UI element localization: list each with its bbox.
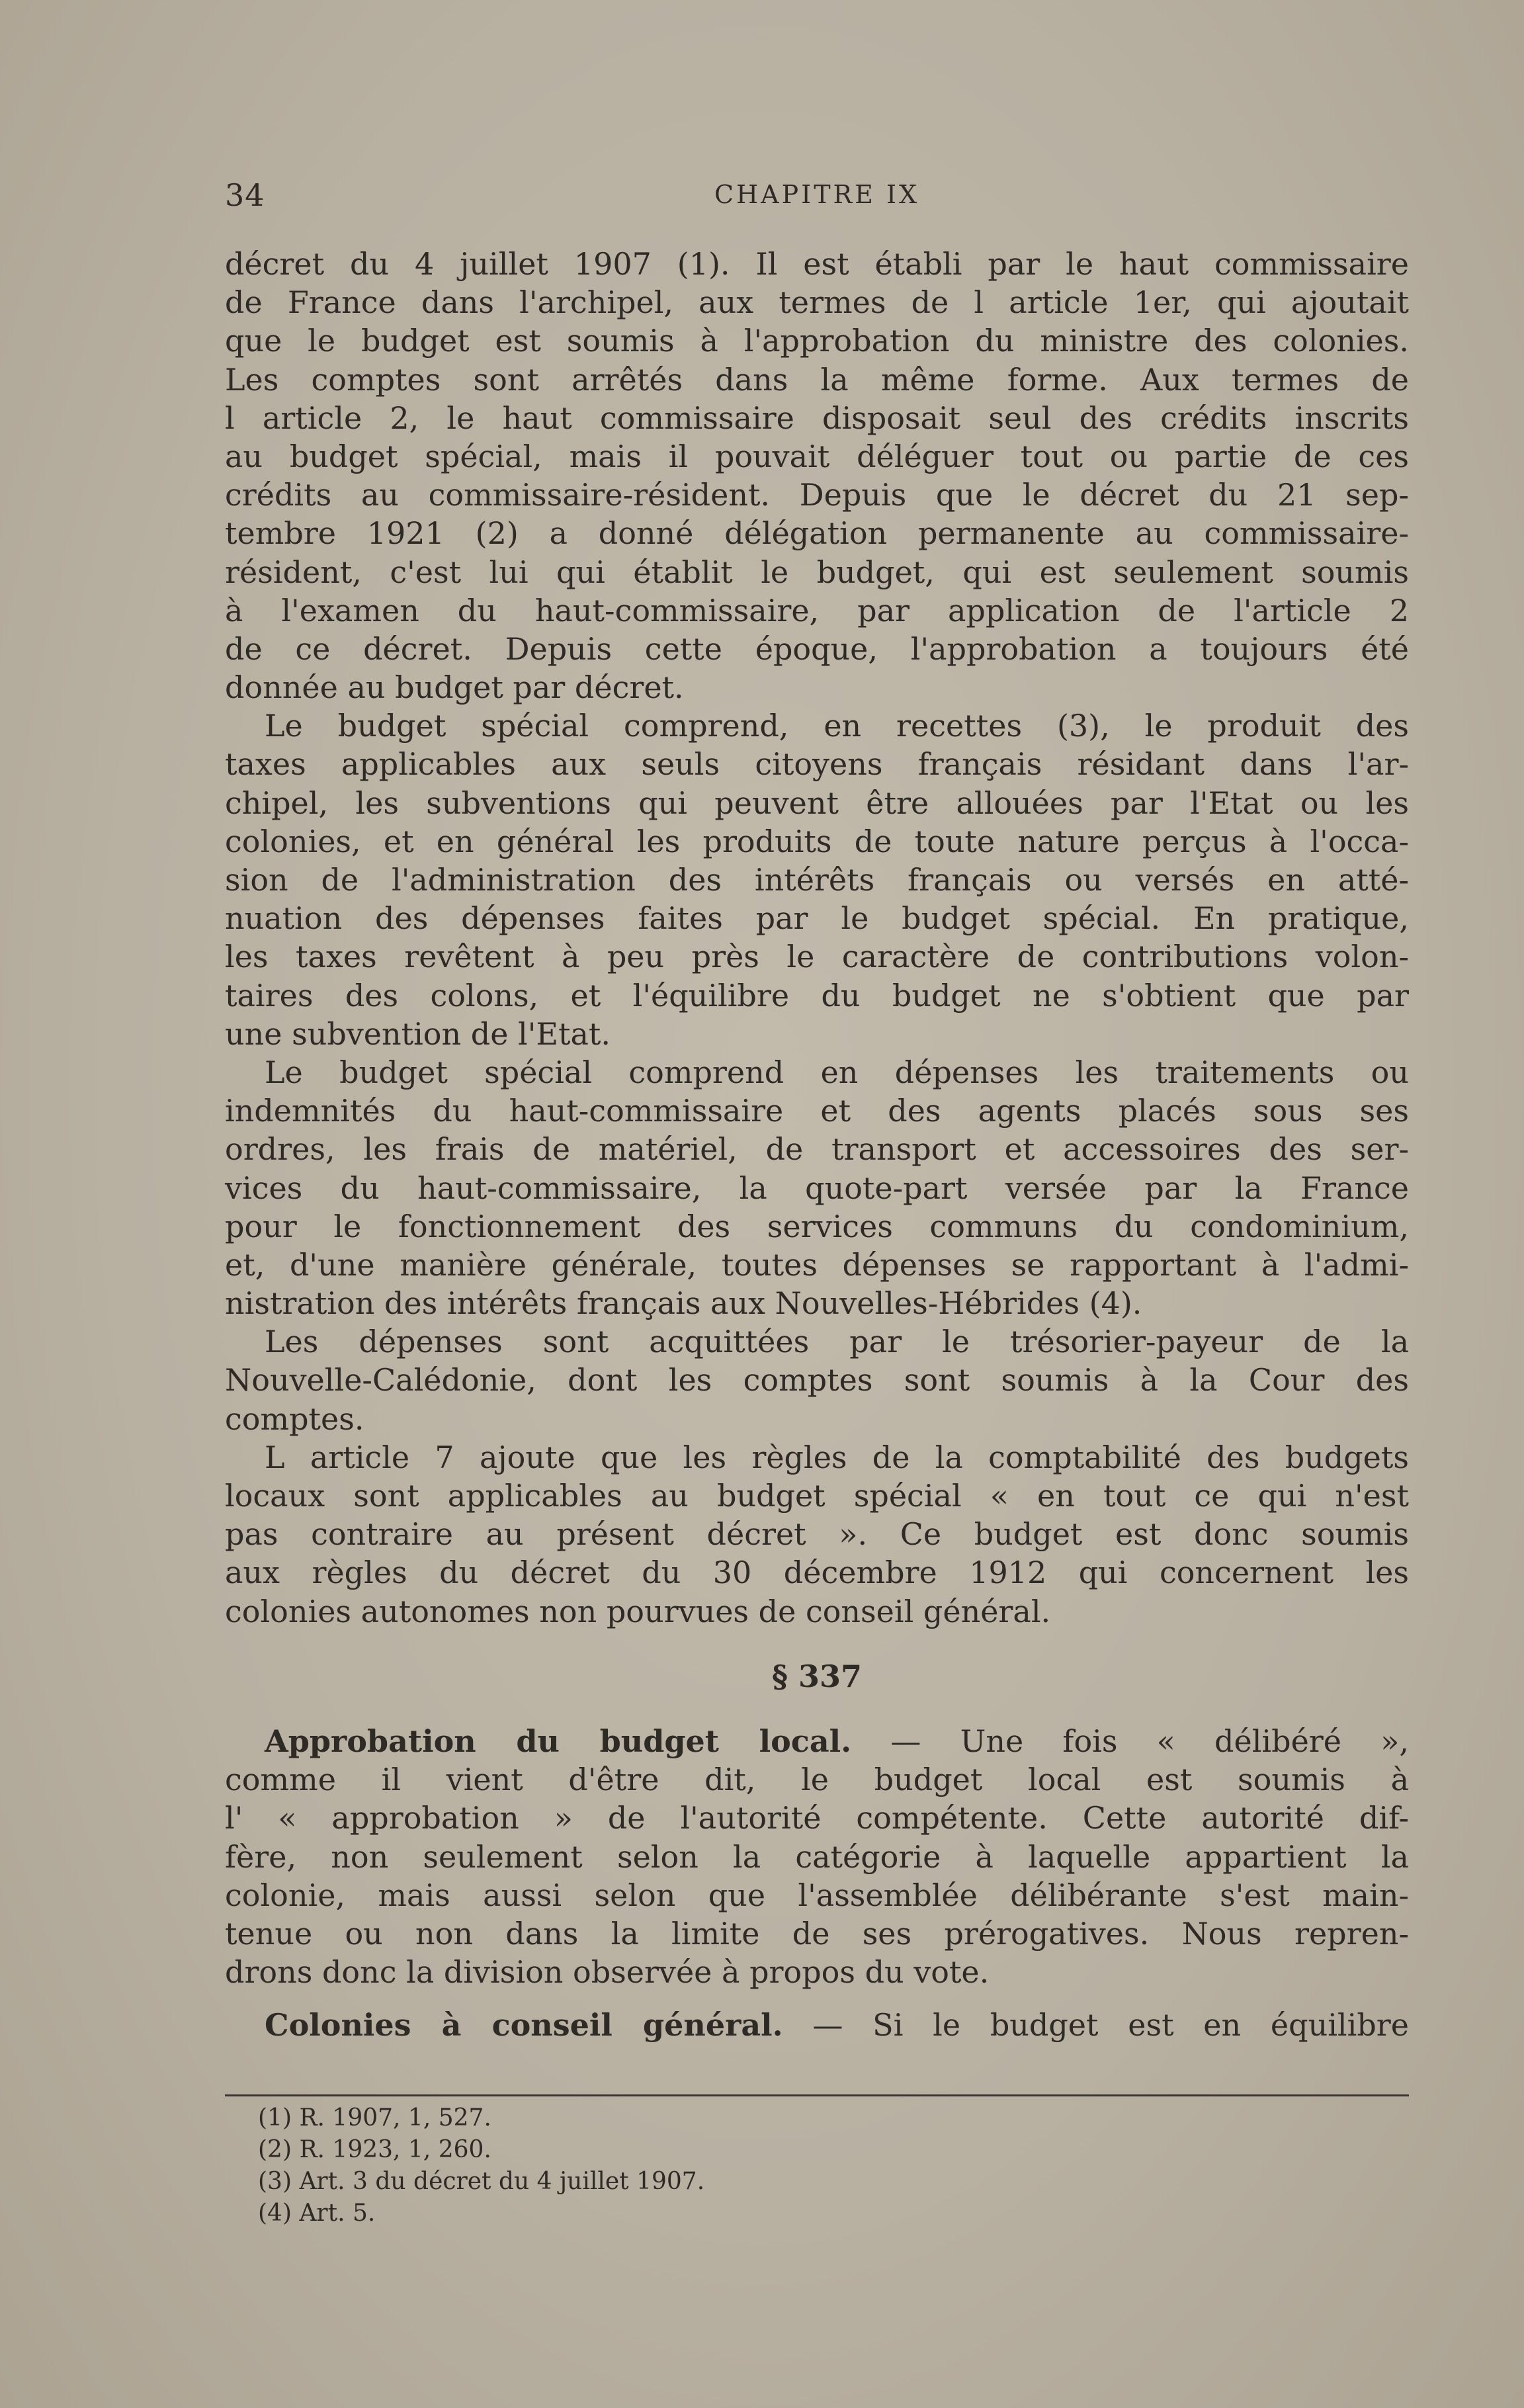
section-heading: § 337	[771, 1658, 863, 1694]
text-line: fère, non seulement selon la catégorie à laquelle appartient la	[225, 1838, 1409, 1875]
paragraph-recettes	[225, 707, 1409, 1053]
text-line: décret du 4 juillet 1907 (1). Il est établi par le haut commissaire	[225, 246, 1409, 282]
text-line: drons donc la division observée à propos du vote.	[225, 1954, 990, 1991]
text-line: une subvention de l'Etat.	[225, 1015, 611, 1052]
text-line: colonie, mais aussi selon que l'assemblée délibérante s'est main-	[225, 1877, 1409, 1913]
footnote: (1) R. 1907, 1, 527.	[258, 2104, 491, 2131]
text-line: colonies autonomes non pourvues de conseil général.	[225, 1593, 1051, 1629]
spacer	[225, 1631, 1409, 1657]
text-line: colonies, et en général les produits de toute nature perçus à l'occa-	[225, 823, 1409, 859]
text-line: pour le fonctionnement des services communs du condominium,	[225, 1208, 1409, 1244]
paragraph-conseil-general	[225, 2006, 1409, 2044]
text-line: à l'examen du haut-commissaire, par application de l'article 2	[225, 592, 1409, 628]
paragraph-approbation	[225, 1722, 1409, 1991]
paragraph-depenses	[225, 1053, 1409, 1322]
spacer	[225, 1696, 1409, 1722]
text-line: tembre 1921 (2) a donné délégation permanente au commissaire-	[225, 515, 1409, 552]
text-line: et, d'une manière générale, toutes dépenses se rapportant à l'admi-	[225, 1246, 1409, 1283]
text-run: — Si le budget est en équilibre	[812, 2007, 1409, 2043]
text-line: chipel, les subventions qui peuvent être allouées par l'Etat ou les	[225, 785, 1409, 821]
text-line: taires des colons, et l'équilibre du budget ne s'obtient que par	[225, 977, 1409, 1013]
text-line: indemnités du haut-commissaire et des agents placés sous ses	[225, 1093, 1409, 1129]
text-line: crédits au commissaire-résident. Depuis que le décret du 21 sep-	[225, 477, 1409, 513]
text-line: locaux sont applicables au budget spécial « en tout ce qui n'est	[225, 1478, 1409, 1514]
text-line: de ce décret. Depuis cette époque, l'approbation a toujours été	[225, 630, 1409, 667]
page-header	[225, 177, 1409, 217]
text-line: comme il vient d'être dit, le budget local est soumis à	[225, 1762, 1409, 1798]
text-line: l' « approbation » de l'autorité compétente. Cette autorité dif-	[225, 1800, 1409, 1836]
footnotes	[258, 2102, 1184, 2229]
text-line: L article 7 ajoute que les règles de la comptabilité des budgets	[265, 1439, 1409, 1475]
footnote: (4) Art. 5.	[258, 2200, 376, 2227]
text-line: nuation des dépenses faites par le budget spécial. En pratique,	[225, 900, 1409, 937]
text-line: Le budget spécial comprend, en recettes (3), le produit des	[265, 708, 1409, 744]
footnote: (2) R. 1923, 1, 260.	[258, 2136, 491, 2163]
text-line: Les dépenses sont acquittées par le trésorier-payeur de la	[265, 1324, 1409, 1360]
main-text	[225, 245, 1409, 2044]
paragraph-acquittees	[225, 1322, 1409, 1438]
text-line: sion de l'administration des intérêts français ou versés en atté-	[225, 862, 1409, 898]
paragraph-article-7	[225, 1438, 1409, 1631]
text-line: aux règles du décret du 30 décembre 1912 qui concernent les	[225, 1555, 1409, 1591]
text-line: les taxes revêtent à peu près le caractère de contributions volon-	[225, 939, 1409, 975]
text-line: pas contraire au présent décret ». Ce budget est donc soumis	[225, 1516, 1409, 1553]
text-line: taxes applicables aux seuls citoyens français résidant dans l'ar-	[225, 746, 1409, 783]
text-line	[225, 2006, 1409, 2044]
running-title: CHAPITRE IX	[714, 180, 920, 209]
run-in-heading: Colonies à conseil général.	[265, 2007, 783, 2043]
text-line: l article 2, le haut commissaire disposait seul des crédits inscrits	[225, 400, 1409, 436]
text-line: résident, c'est lui qui établit le budget, qui est seulement soumis	[225, 554, 1409, 590]
text-line: que le budget est soumis à l'approbation du ministre des colonies.	[225, 323, 1409, 359]
paragraph-continuation	[225, 245, 1409, 707]
footnote: (3) Art. 3 du décret du 4 juillet 1907.	[258, 2168, 705, 2195]
text-line: au budget spécial, mais il pouvait déléguer tout ou partie de ces	[225, 438, 1409, 474]
text-line: Nouvelle-Calédonie, dont les comptes sont soumis à la Cour des	[225, 1362, 1409, 1398]
text-line: Les comptes sont arrêtés dans la même forme. Aux termes de	[225, 361, 1409, 398]
text-line: comptes.	[225, 1400, 364, 1437]
text-line: tenue ou non dans la limite de ses prérogatives. Nous repren-	[225, 1915, 1409, 1952]
spacer	[225, 1991, 1409, 2006]
text-line: nistration des intérêts français aux Nouvelles-Hébrides (4).	[225, 1285, 1142, 1322]
footnote-divider	[225, 2094, 1409, 2096]
run-in-heading: Approbation du budget local.	[265, 1723, 852, 1759]
text-line	[225, 1722, 1409, 1760]
text-line: vices du haut-commissaire, la quote-part versée par la France	[225, 1170, 1409, 1206]
text-run: — Une fois « délibéré »,	[890, 1723, 1410, 1759]
text-line: Le budget spécial comprend en dépenses les traitements ou	[265, 1054, 1409, 1090]
text-line: donnée au budget par décret.	[225, 669, 684, 706]
text-line: de France dans l'archipel, aux termes de l article 1er, qui ajoutait	[225, 284, 1409, 321]
page-number: 34	[225, 177, 265, 213]
text-line: ordres, les frais de matériel, de transport et accessoires des ser-	[225, 1131, 1409, 1168]
